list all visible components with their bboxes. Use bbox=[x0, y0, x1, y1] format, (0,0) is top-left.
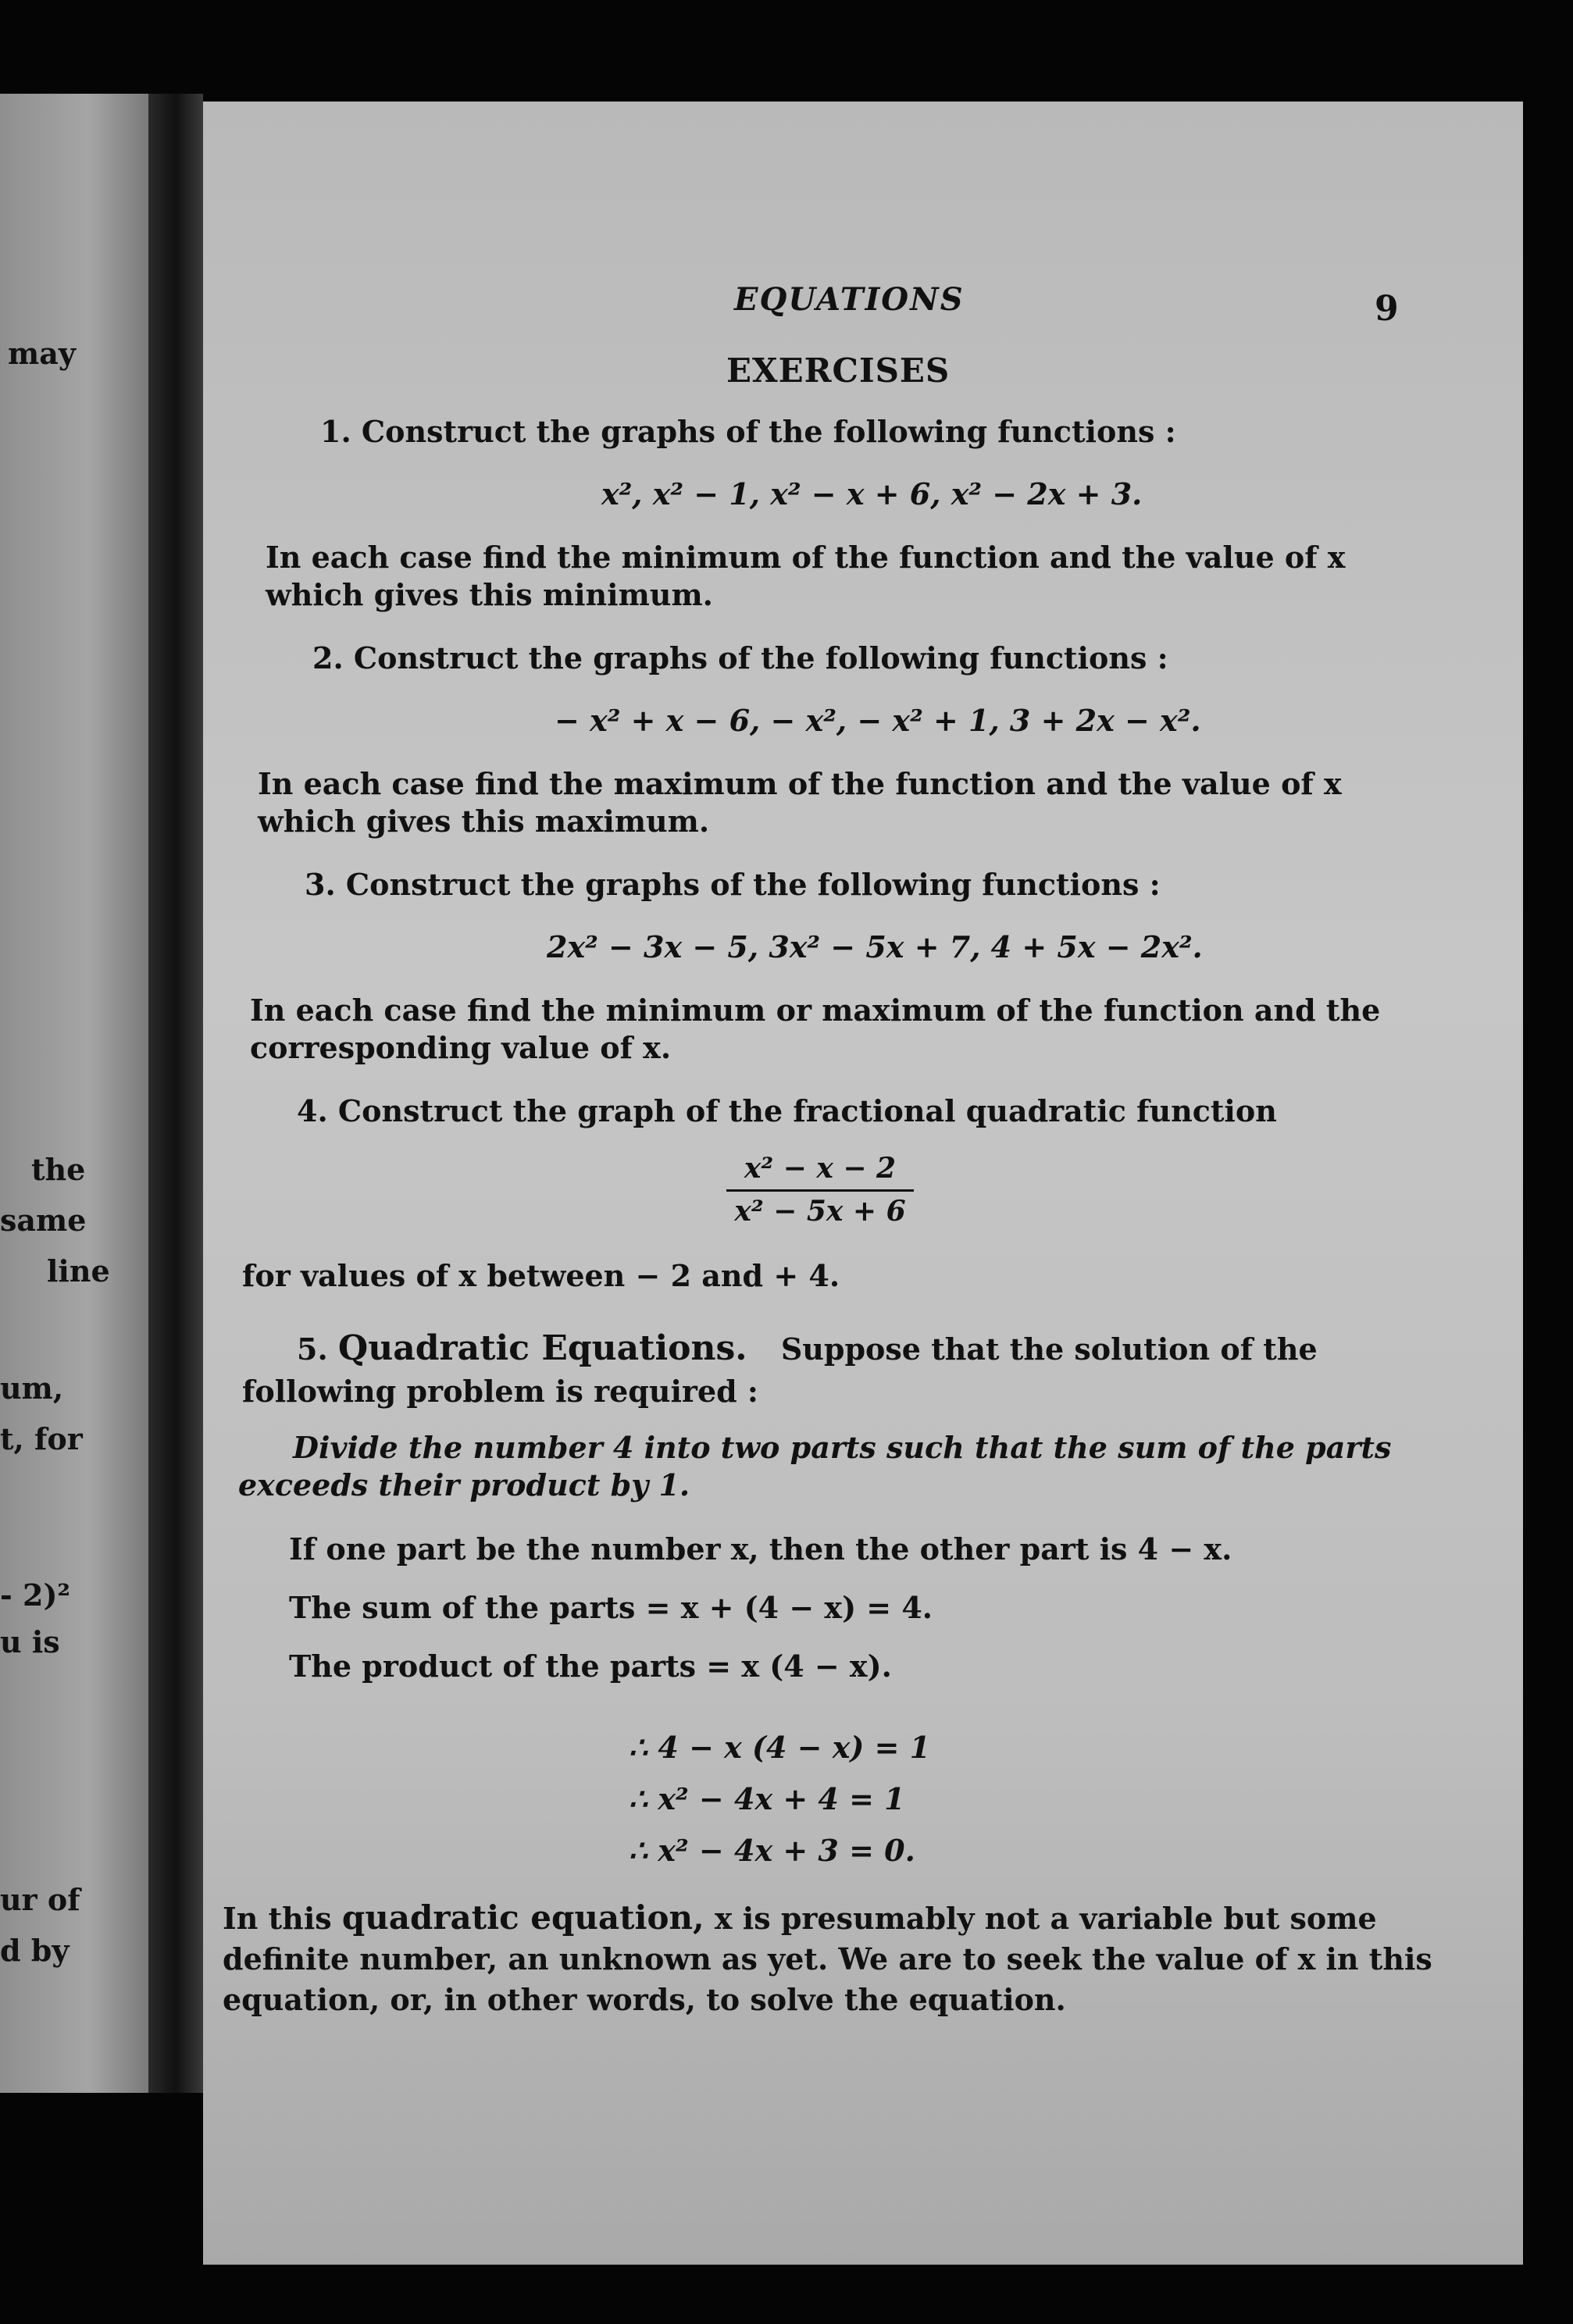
closing-paragraph bbox=[223, 1898, 1441, 2020]
fraction-denominator: x² − 5x + 6 bbox=[734, 1195, 906, 1228]
book-page bbox=[203, 102, 1523, 2265]
left-fragment: the bbox=[31, 1152, 86, 1187]
exercise-3-instruction bbox=[305, 867, 1461, 903]
section-5-intro bbox=[242, 1328, 1437, 1413]
exercise-text: Construct the graphs of the following functions : bbox=[345, 867, 1161, 902]
left-fragment: d by bbox=[0, 1933, 70, 1968]
closing-text: x is presumably not a variable but some definite number, an unknown as yet. We are to seek the value of x in this equation, or, in other words, to solve the equation. bbox=[223, 1901, 1432, 2017]
section-title: Quadratic Equations. bbox=[337, 1328, 747, 1368]
exercise-number: 4. bbox=[297, 1093, 328, 1128]
solution-line-1: If one part be the number x, then the other part is 4 − x. bbox=[289, 1531, 1232, 1567]
solution-step: ∴ 4 − x (4 − x) = 1 bbox=[629, 1730, 931, 1765]
left-fragment: may bbox=[8, 336, 76, 371]
exercise-text: Construct the graph of the fractional quadratic function bbox=[337, 1093, 1277, 1128]
exercise-3-note: In each case find the minimum or maximum of the function and the corresponding value of x. bbox=[250, 993, 1381, 1065]
exercise-2-instruction bbox=[312, 640, 1468, 676]
running-head: EQUATIONS bbox=[734, 281, 965, 318]
exercise-2-functions: − x² + x − 6, − x², − x² + 1, 3 + 2x − x². bbox=[555, 703, 1201, 738]
left-fragment: um, bbox=[0, 1371, 64, 1406]
solution-step: ∴ x² − 4x + 3 = 0. bbox=[629, 1833, 915, 1868]
exercise-1-note: In each case find the minimum of the function and the value of x which gives this minimum. bbox=[266, 540, 1346, 612]
left-fragment: same bbox=[0, 1203, 87, 1238]
problem-statement: Divide the number 4 into two parts such that the sum of the parts exceeds their product by 1. bbox=[238, 1430, 1392, 1502]
closing-emphasis: quadratic equation, bbox=[341, 1898, 704, 1937]
fraction-numerator: x² − x − 2 bbox=[744, 1152, 897, 1185]
exercise-1-instruction bbox=[320, 414, 1476, 450]
left-fragment: u is bbox=[0, 1624, 60, 1659]
exercise-text: Construct the graphs of the following functions : bbox=[353, 640, 1168, 675]
section-number: 5. bbox=[297, 1331, 328, 1367]
page-number: 9 bbox=[1375, 289, 1399, 329]
fraction bbox=[726, 1152, 914, 1228]
solution-line-3: The product of the parts = x (4 − x). bbox=[289, 1649, 892, 1684]
exercise-1-functions: x², x² − 1, x² − x + 6, x² − 2x + 3. bbox=[601, 476, 1143, 511]
exercise-text: Construct the graphs of the following functions : bbox=[361, 414, 1176, 449]
exercise-4-instruction bbox=[297, 1093, 1453, 1129]
solution-steps bbox=[629, 1730, 930, 1884]
exercises-heading: EXERCISES bbox=[726, 351, 951, 390]
left-page bbox=[0, 94, 148, 2093]
solution-step: ∴ x² − 4x + 4 = 1 bbox=[629, 1781, 905, 1816]
exercise-number: 2. bbox=[312, 640, 344, 675]
solution-line-2: The sum of the parts = x + (4 − x) = 4. bbox=[289, 1590, 933, 1625]
book-spine bbox=[148, 94, 203, 2093]
left-fragment: - 2)² bbox=[0, 1577, 71, 1613]
exercise-3-functions: 2x² − 3x − 5, 3x² − 5x + 7, 4 + 5x − 2x². bbox=[547, 929, 1203, 964]
left-fragment: t, for bbox=[0, 1421, 83, 1456]
exercise-number: 1. bbox=[320, 414, 351, 449]
left-fragment: line bbox=[47, 1253, 110, 1289]
left-fragment: ur of bbox=[0, 1882, 80, 1917]
exercise-4-note: for values of x between − 2 and + 4. bbox=[242, 1258, 840, 1293]
section-intro-text: Suppose that the solution of the following problem is required : bbox=[242, 1331, 1318, 1409]
exercise-number: 3. bbox=[305, 867, 336, 902]
closing-text: In this bbox=[223, 1901, 332, 1936]
exercise-2-note: In each case find the maximum of the function and the value of x which gives this maximum. bbox=[258, 766, 1342, 839]
